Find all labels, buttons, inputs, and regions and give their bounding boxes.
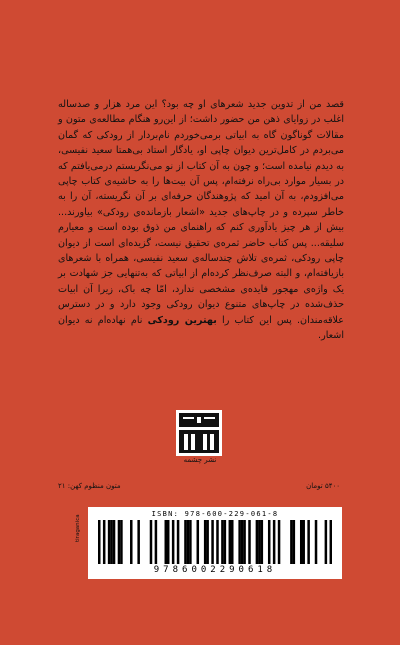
blurb-text — [58, 97, 344, 344]
barcode-box — [88, 507, 342, 579]
barcode-bar — [278, 520, 281, 564]
barcode-bar — [290, 520, 293, 564]
barcode-bar — [197, 520, 200, 564]
barcode-bar — [206, 520, 209, 564]
barcode-bar — [216, 520, 219, 564]
barcode-bar — [315, 520, 318, 564]
isbn-text: ISBN: 978-600-229-061-8 — [151, 510, 279, 518]
barcode-bar — [300, 520, 303, 564]
barcode-bar — [108, 520, 111, 564]
barcode-bar — [325, 520, 328, 564]
price-label: ۵۴۰۰ تومان — [306, 482, 340, 490]
barcode-bar — [204, 520, 207, 564]
barcode-bar — [187, 520, 190, 564]
barcode-bar — [241, 520, 244, 564]
barcode-bar — [258, 520, 261, 564]
ean-digits: 9786002290618 — [153, 565, 277, 575]
barcode-bar — [103, 520, 106, 564]
barcode-bar — [189, 520, 192, 564]
blurb-body: قصد من از تدوین جدید شعرهای او چه بود؟ این مرد هزار و صدساله اغلب در زوایای ذهن من حضور داشت؛ از این‌رو هنگام مطالعه‌ی متون و مقالات گوناگون گاه به ابیاتی برمی‌خوردم نام‌بردار از رودکی که گمان می‌بردم در کامل‌ترین دیوان چاپی او، یادگار استاد بی‌همتا سعید نفیسی، به دیدم نیامده است؛ و چون به آن کتاب از نو می‌نگریستم درمی‌یافتم که در بسیار موارد بی‌راه نرفته‌ام، پس آن بیت‌ها را به حاشیه‌ی کتاب چاپی می‌افزودم، به آن امید که پژوهندگان حرفه‌ای بر آن نگریسته، آن را به خاطر سپرده و در چاپ‌های جدید «اشعار بازمانده‌ی رودکی» بیاورند... بیش از هر چیز یادآوری کنم که راهنمای من ذوق بوده است و معیارم سلیقه... پس کتاب حاضر ثمره‌ی تحقیق نیست، گزیده‌ای است از دیوان چاپی رودکی، ثمره‌ی تلاش چندساله‌ی سعید نفیسی، همراه با شعرهای بازیافته‌ام، و البته صرف‌نظر کرده‌ام از ابیاتی که به‌تنهایی جز شهادت بر یک واژه‌ی مهجور فایده‌ی مشخصی ندارد، امّا چه باک، زیرا آن ابیات حذف‌شده در چاپ‌های متنوع دیوان رودکی وجود دارد و در دسترس علاقه‌مندان. پس این کتاب را — [58, 99, 345, 326]
barcode-bar — [113, 520, 116, 564]
barcode-bar — [98, 520, 101, 564]
barcode-bar — [221, 520, 224, 564]
side-tag: tiraganica — [75, 514, 81, 542]
barcode-bar — [184, 520, 187, 564]
barcode-bar — [307, 520, 310, 564]
series-label: متون منظوم کهن: ۲۱ — [58, 482, 121, 490]
barcode-bar — [268, 520, 271, 564]
barcode-bar — [256, 520, 259, 564]
barcode-bar — [224, 520, 227, 564]
barcode-bar — [211, 520, 214, 564]
barcode-bar — [120, 520, 123, 564]
barcode-bar — [302, 520, 305, 564]
barcode-bar — [231, 520, 234, 564]
book-building-icon — [176, 410, 222, 456]
barcode-bar — [261, 520, 264, 564]
barcode-bar — [243, 520, 246, 564]
barcode-bar — [172, 520, 175, 564]
barcode-bar — [238, 520, 241, 564]
barcode-bar — [177, 520, 180, 564]
barcode-bar — [248, 520, 251, 564]
barcode-bar — [273, 520, 276, 564]
barcode-bar — [229, 520, 232, 564]
barcode-bars — [98, 520, 332, 564]
barcode-bar — [150, 520, 153, 564]
blurb-closing: نام نهاده‌ام نه دیوان اشعار. — [58, 314, 344, 342]
barcode-bar — [330, 520, 332, 564]
barcode-bar — [110, 520, 113, 564]
barcode-bar — [155, 520, 158, 564]
barcode-bar — [137, 520, 140, 564]
barcode-bar — [130, 520, 133, 564]
barcode-bar — [165, 520, 168, 564]
barcode-bar — [293, 520, 296, 564]
barcode-bar — [118, 520, 121, 564]
barcode-bar — [167, 520, 170, 564]
book-title-bold: بهترین رودکی — [147, 314, 217, 326]
publisher-name: نشر چشمه — [183, 456, 217, 464]
